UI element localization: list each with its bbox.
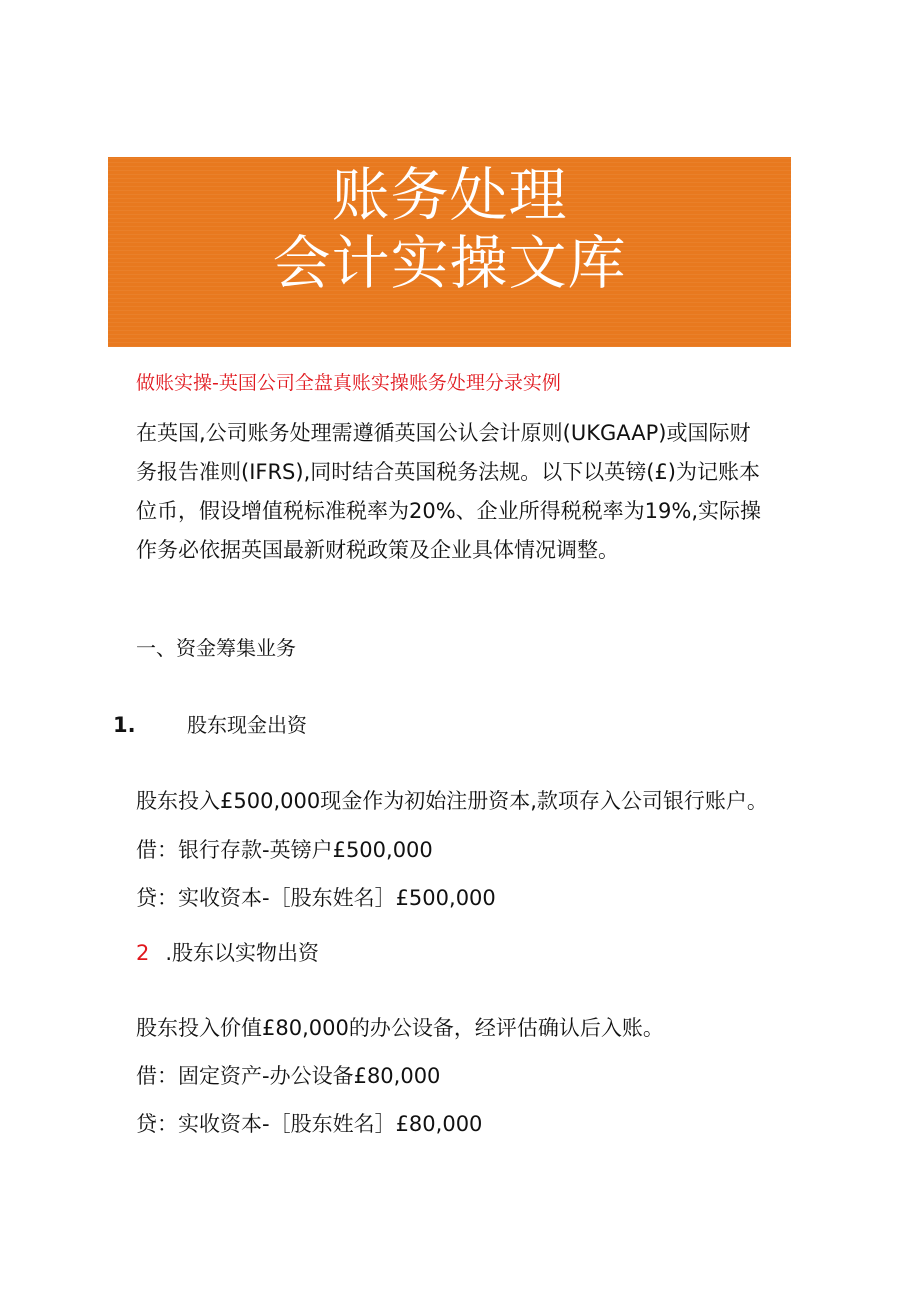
item-2-title: .股东以实物出资	[165, 941, 320, 965]
item-2-description: 股东投入价值£80,000的办公设备，经评估确认后入账。	[136, 1016, 664, 1040]
item-2-number: 2	[136, 941, 150, 965]
title-banner	[108, 157, 791, 347]
item-1-number: 1.	[113, 713, 136, 737]
document-subtitle: 做账实操-英国公司全盘真账实操账务处理分录实例	[136, 372, 561, 394]
item-2-debit-entry: 借：固定资产-办公设备£80,000	[136, 1064, 441, 1088]
item-1-title: 股东现金出资	[187, 713, 307, 737]
banner-title-line-2: 会计实操文库	[272, 229, 627, 297]
intro-line: 位币，假设增值税标准税率为20%、企业所得税税率为19%,实际操	[136, 499, 762, 523]
item-1-description: 股东投入£500,000现金作为初始注册资本,款项存入公司银行账户。	[136, 789, 768, 813]
intro-line: 在英国,公司账务处理需遵循英国公认会计原则(UKGAAP)或国际财	[136, 421, 751, 445]
item-2-heading	[136, 938, 319, 968]
item-1-debit-entry: 借：银行存款-英镑户£500,000	[136, 838, 433, 862]
intro-line: 作务必依据英国最新财税政策及企业具体情况调整。	[136, 538, 619, 562]
intro-paragraph	[136, 414, 792, 570]
intro-line: 务报告准则(IFRS),同时结合英国税务法规。以下以英镑(£)为记账本	[136, 460, 760, 484]
item-1-credit-entry: 贷：实收资本-［股东姓名］£500,000	[136, 886, 496, 910]
section-heading-funding: 一、资金筹集业务	[136, 636, 296, 660]
banner-title-line-1: 账务处理	[331, 161, 568, 229]
item-2-credit-entry: 贷：实收资本-［股东姓名］£80,000	[136, 1112, 483, 1136]
